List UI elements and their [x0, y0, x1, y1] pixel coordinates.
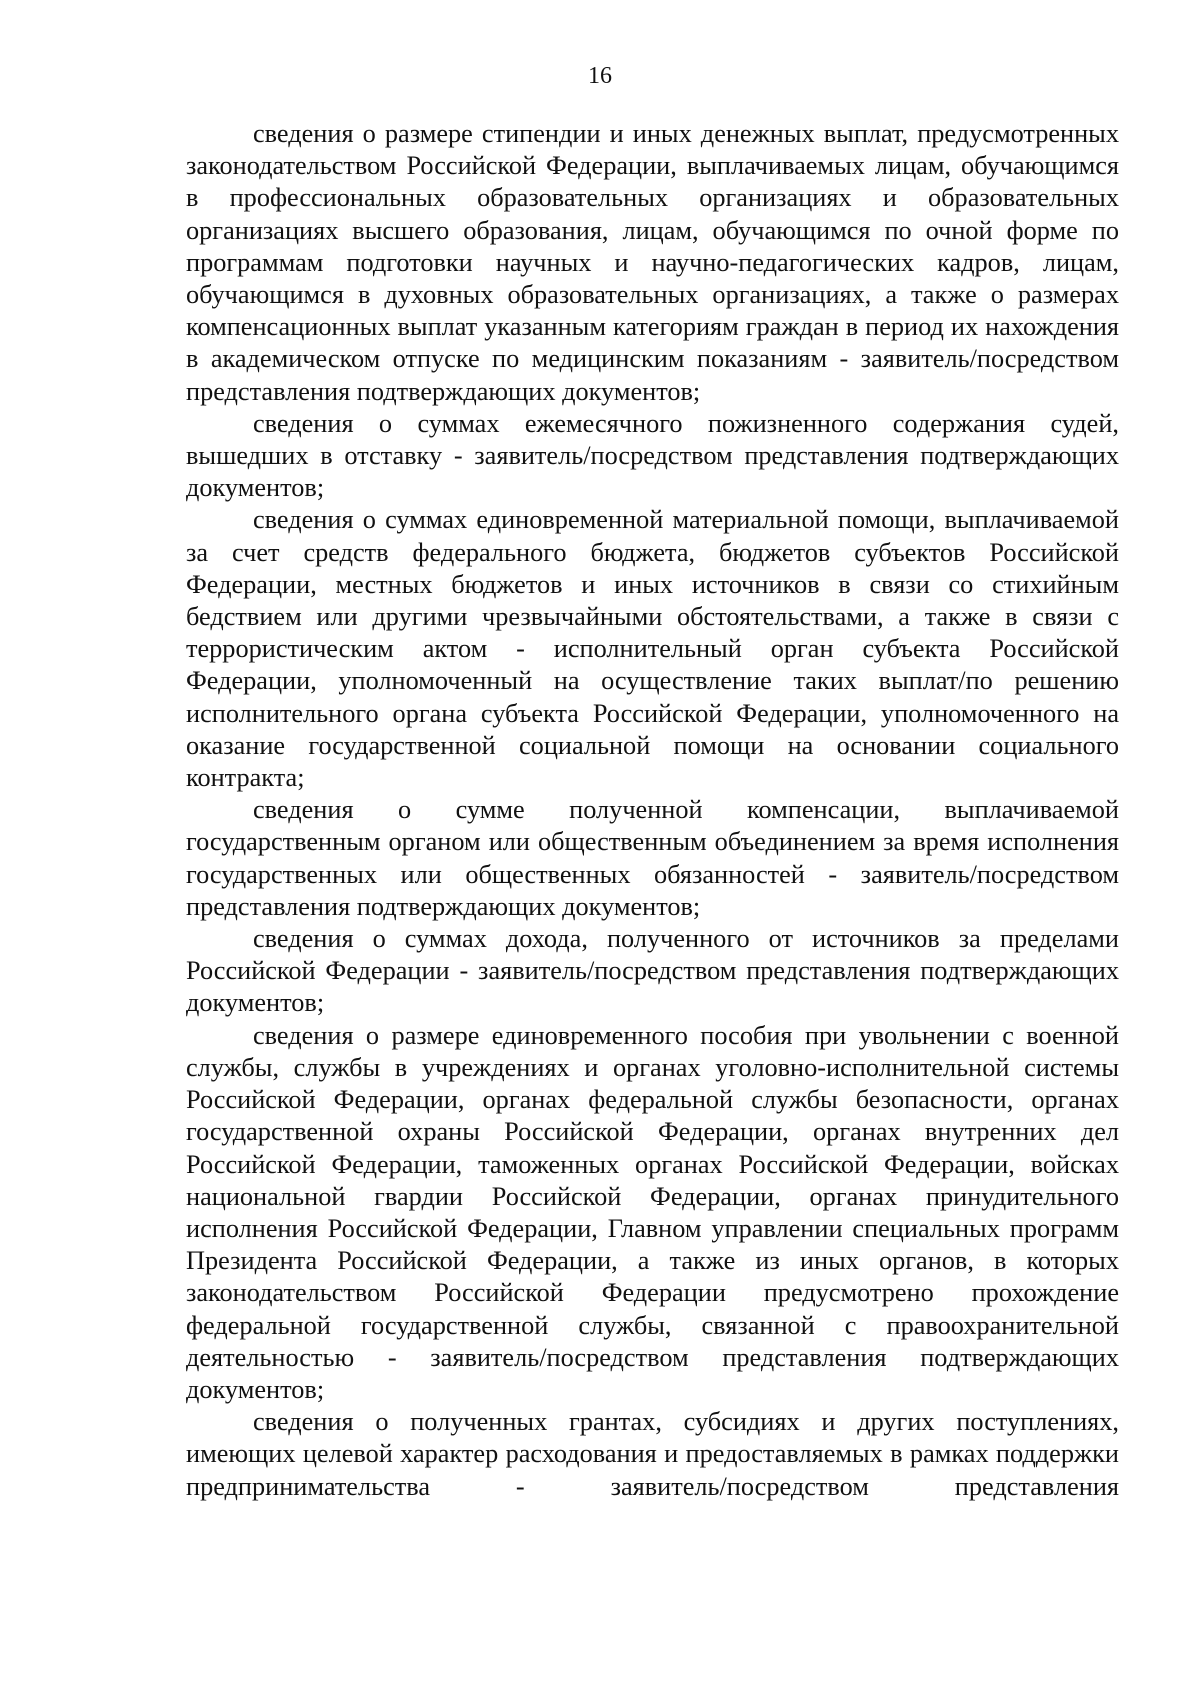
paragraph-public-duties-compensation: сведения о сумме полученной компенсации, выплачиваемой государственным органом или общественным объединением за время исполнения государственных или общественных обязанностей - заявитель/посредством представления подтверждающих документов; [186, 795, 1119, 921]
page-number: 16 [588, 63, 612, 89]
paragraph-stipend-info: сведения о размере стипендии и иных денежных выплат, предусмотренных законодательством Российской Федерации, выплачиваемых лицам, обучающимся в профессиональных образовательных организациях и образовательных организациях высшего образования, лицам, обучающимся по очной форме по программам подготовки научных и научно-педагогических кадров, лицам, обучающимся в духовных образовательных организациях, а также о размерах компенсационных выплат указанным категориям граждан в период их нахождения в академическом отпуске по медицинским показаниям - заявитель/посредством представления подтверждающих документов; [186, 119, 1119, 406]
paragraph-business-grants: сведения о полученных грантах, субсидиях и других поступлениях, имеющих целевой характер расходования и предоставляемых в рамках поддержки предпринимательства - заявитель/посредством представления [186, 1407, 1119, 1501]
document-body [186, 118, 1119, 1503]
paragraph-material-aid: сведения о суммах единовременной материальной помощи, выплачиваемой за счет средств федерального бюджета, бюджетов субъектов Российской Федерации, местных бюджетов и иных источников в связи со стихийным бедствием или другими чрезвычайными обстоятельствами, а также в связи с террористическим актом - исполнительный орган субъекта Российской Федерации, уполномоченный на осуществление таких выплат/по решению исполнительного органа субъекта Российской Федерации, уполномоченного на оказание государственной социальной помощи на основании социального контракта; [186, 505, 1119, 793]
paragraph-discharge-allowance: сведения о размере единовременного пособия при увольнении с военной службы, службы в учреждениях и органах уголовно-исполнительной системы Российской Федерации, органах федеральной службы безопасности, органах государственной охраны Российской Федерации, органах внутренних дел Российской Федерации, таможенных органах Российской Федерации, войсках национальной гвардии Российской Федерации, органах принудительного исполнения Российской Федерации, Главном управлении специальных программ Президента Российской Федерации, а также из иных органов, в которых законодательством Российской Федерации предусмотрено прохождение федеральной государственной службы, связанной с правоохранительной деятельностью - заявитель/посредством представления подтверждающих документов; [186, 1020, 1119, 1404]
paragraph-judges-allowance: сведения о суммах ежемесячного пожизненного содержания судей, вышедших в отставку - заявитель/посредством представления подтверждающих документов; [186, 408, 1119, 503]
paragraph-foreign-income: сведения о суммах дохода, полученного от источников за пределами Российской Федерации - заявитель/посредством представления подтверждающих документов; [186, 924, 1119, 1018]
